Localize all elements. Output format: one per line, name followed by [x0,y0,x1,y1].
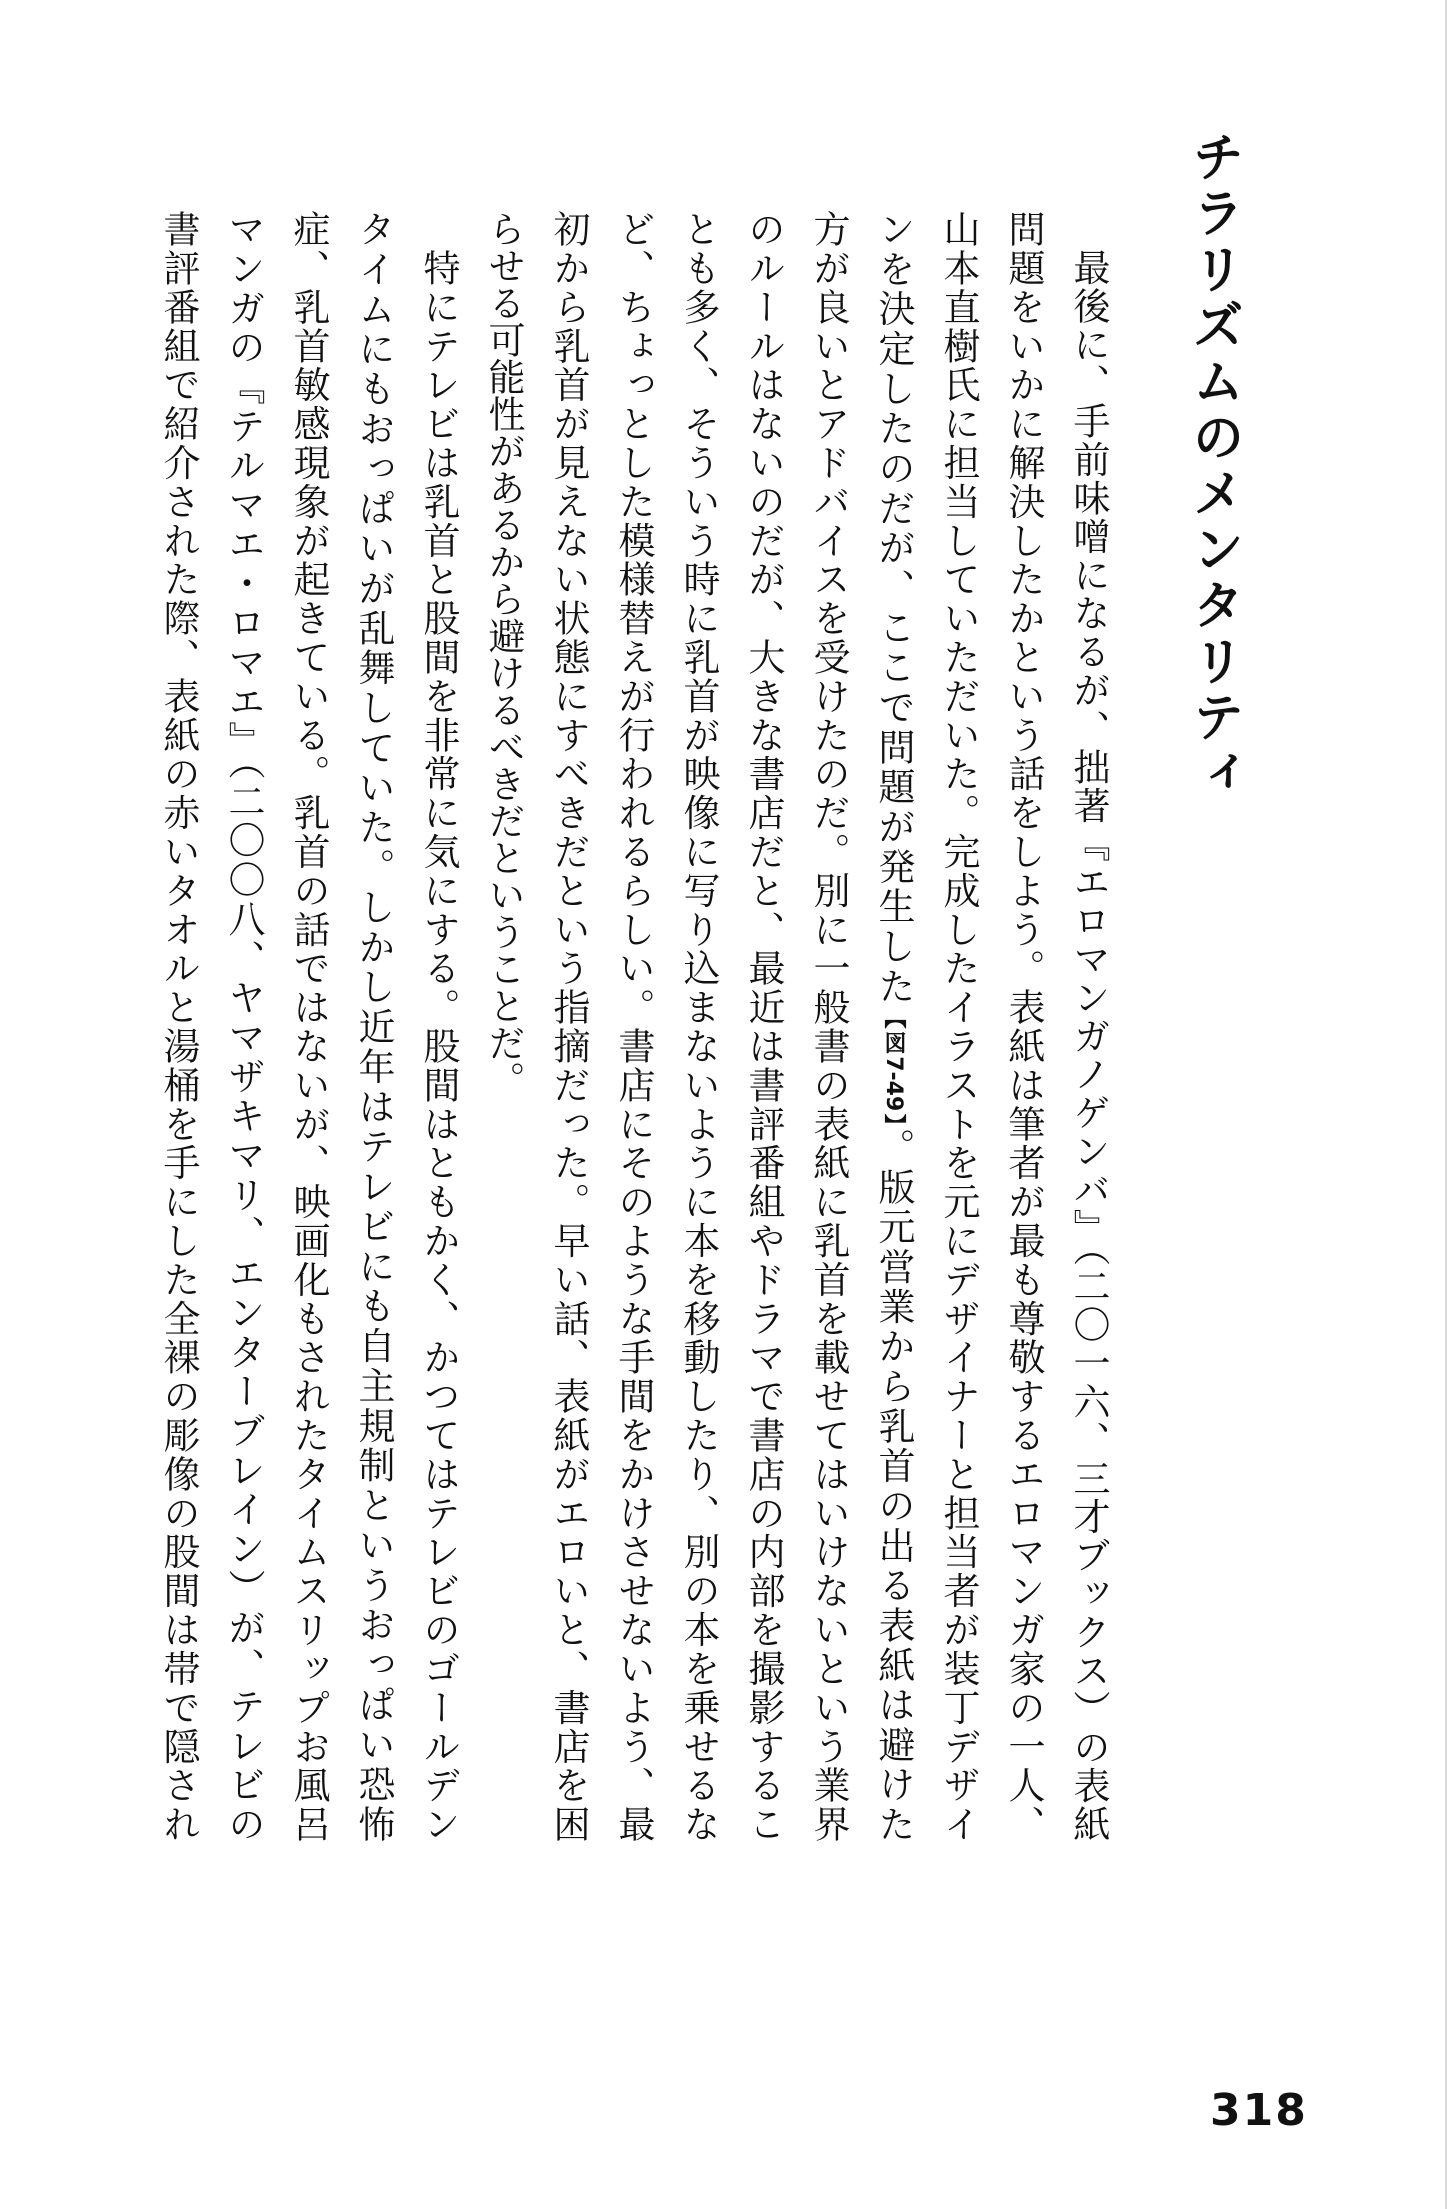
text-column: 初から乳首が見えない状態にすべきだという指摘だった。早い話、表紙がエロいと、書店を困 [547,210,590,1842]
text-column: マンガの『テルマエ・ロマエ』（二〇〇八、ヤマザキマリ、エンターブレイン）が、テレビの [222,210,265,1842]
text-column: 特にテレビは乳首と股間を非常に気にする。股間はともかく、かつてはテレビのゴールデン [417,210,460,1842]
figure-reference: 【図7-49】 [881,1006,906,1128]
text-column [863,210,923,1842]
text-column: 症、乳首敏感現象が起きている。乳首の話ではないが、映画化もされたタイムスリップお風呂 [287,210,330,1842]
text-column: 書評番組で紹介された際、表紙の赤いタオルと湯桶を手にした全裸の彫像の股間は帯で隠され [157,210,200,1842]
text-column: らせる可能性があるから避けるべきだということだ。 [482,210,525,1098]
text-column: タイムにもおっぱいが乱舞していた。しかし近年はテレビにも自主規制というおっぱい恐怖 [352,210,395,1842]
text-column: とも多く、そういう時に乳首が映像に写り込まないように本を移動したり、別の本を乗せるな [677,210,720,1843]
text-column: ど、ちょっとした模様替えが行われるらしい。書店にそのような手間をかけさせないよう、最 [612,210,655,1843]
text-column: 山本直樹氏に担当していただいた。完成したイラストを元にデザイナーと担当者が装丁デザイ [937,210,980,1843]
text-column: 問題をいかに解決したかという話をしよう。表紙は筆者が最も尊敬するエロマンガ家の一人、 [1002,210,1045,1842]
text-column: のルールはないのだが、大きな書店だと、最近は書評番組やドラマで書店の内部を撮影するこ [742,210,785,1842]
text-column: 最後に、手前味噌になるが、拙著『エロマンガノゲンバ』（二〇一六、三才ブックス）の表紙 [1067,210,1110,1843]
text-column: 方が良いとアドバイスを受けたのだ。別に一般書の表紙に乳首を載せてはいけないという業界 [807,210,850,1843]
text-segment: ンを決定したのだが、ここで問題が発生した [872,210,915,1007]
section-title: チラリズムのメンタリティ [1183,130,1243,802]
page-number: 318 [1210,2085,1308,2136]
text-segment: 。版元営業から乳首の出る表紙は避けた [872,1127,915,1843]
